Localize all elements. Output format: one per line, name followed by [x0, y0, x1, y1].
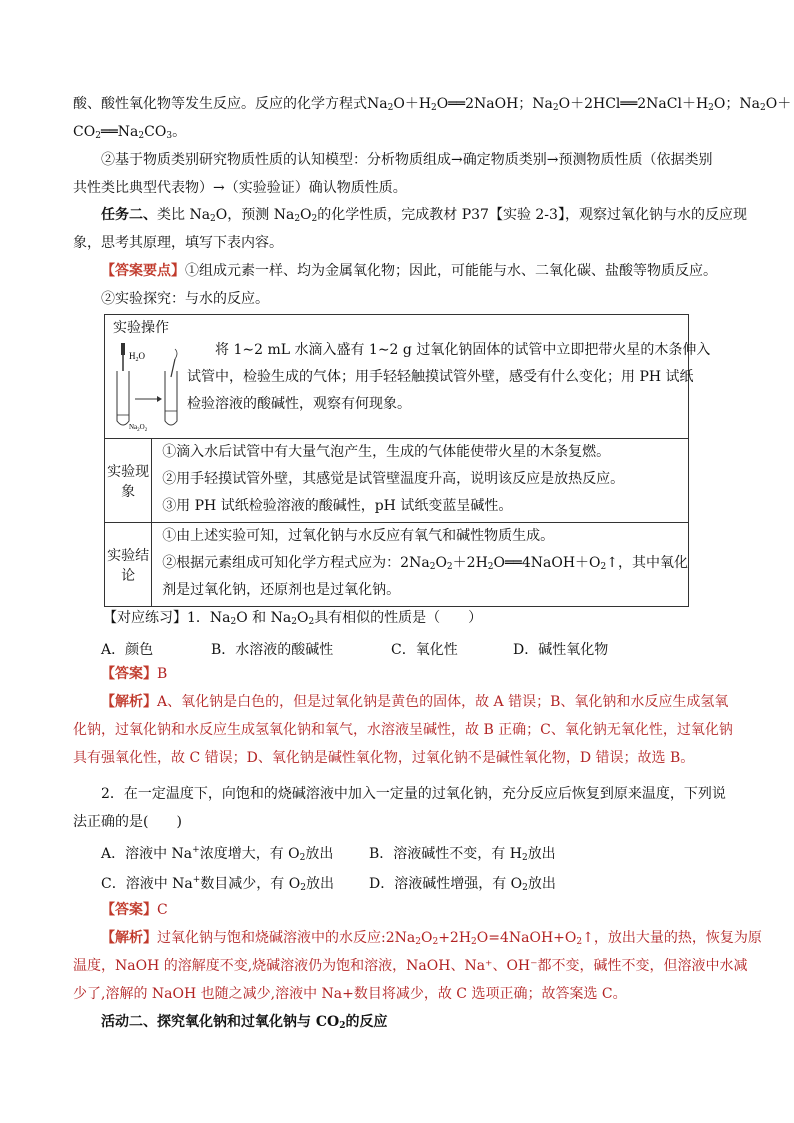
q1-option-a[interactable]: A．颜色 [101, 642, 154, 658]
q1-option-d[interactable]: D．碱性氧化物 [513, 642, 609, 658]
practice-q1: 【对应练习】1．$Na_2O$ 和 $Na_2O_2$具有相似的性质是（ ） [103, 610, 483, 627]
test-tube-figure [111, 341, 183, 433]
answer-points-line2: ②实验探究：与水的反应。 [101, 291, 269, 307]
q2-answer: 【答案】C [101, 902, 168, 918]
practice-q1-options [101, 640, 751, 660]
operation-header: 实验操作 [113, 320, 169, 336]
activity2-heading: 活动二、探究氧化钠和过氧化钠与 $CO_2$的反应 [101, 1014, 388, 1031]
cognitive-model-line1: ②基于物质类别研究物质性质的认知模型：分析物质组成→确定物质类别→预测物质性质（依据类别 [101, 152, 713, 168]
q1-option-c[interactable]: C．氧化性 [391, 642, 458, 658]
q2-explanation-line2: 温度，NaOH 的溶解度不变,烧碱溶液仍为饱和溶液，NaOH、Na⁺、OH⁻都不变，碱性不变，但溶液中水减 [73, 958, 748, 974]
q1-option-b[interactable]: B．水溶液的酸碱性 [211, 642, 334, 658]
q1-explanation-line2: 化钠，过氧化钠和水反应生成氢氧化钠和氧气，水溶液呈碱性，故 B 正确；C、氧化钠无氧化性，过氧化钠 [73, 722, 733, 738]
q2-option-b[interactable]: B．溶液碱性不变，有 $H_2$放出 [369, 846, 556, 863]
q1-explanation-line3: 具有强氧化性，故 C 错误；D、氧化钠是碱性氧化物，过氧化钠不是碱性氧化物，D 错误；故选 B。 [73, 750, 695, 766]
q2-options-row2 [101, 874, 751, 894]
q2-option-a[interactable]: A．溶液中 Na+浓度增大，有 $O_2$放出 [101, 845, 334, 863]
equation-paragraph-line2: $CO_2══Na_2CO_3$。 [73, 124, 187, 141]
task2-heading-line1: 任务二、类比 $Na_2O$，预测 $Na_2O_2$的化学性质，完成教材 P37【实验 2-3】，观察过氧化钠与水的反应现 [101, 207, 747, 224]
task2-heading-line2: 象，思考其原理，填写下表内容。 [73, 235, 283, 251]
operation-text: 将 1∼2 mL 水滴入盛有 1∼2 g 过氧化钠固体的试管中立即把带火星的木条伸入 试管中，检验生成的气体；用手轻轻触摸试管外壁，感受有什么变化；用 PH 试纸 检验溶液的酸碱性，观察有何现象。 [187, 342, 711, 412]
cognitive-model-line2: 共性类比典型代表物）→（实验验证）确认物质性质。 [73, 180, 407, 196]
q2-explanation-line1: 【解析】过氧化钠与饱和烧碱溶液中的水反应$:2Na_2O_2+2H_2O=4NaOH+O_2↑$，放出大量的热，恢复为原 [101, 930, 762, 947]
equation-paragraph-line1: 酸、酸性氧化物等发生反应。反应的化学方程式$Na_2O+H_2O══2NaOH$；$Na_2O+2HCl══2NaCl+H_2O$；$Na_2O+$ [73, 96, 792, 113]
practice-q2-line1: 2．在一定温度下，向饱和的烧碱溶液中加入一定量的过氧化钠，充分反应后恢复到原来温度，下列说 [101, 786, 726, 802]
table-row-operation [105, 315, 689, 439]
q1-answer: 【答案】B [101, 666, 168, 682]
conclusion-content: ①由上述实验可知，过氧化钠与水反应有氧气和碱性物质生成。 ②根据元素组成可知化学方程式应为：$2Na_2O_2+2H_2O══4NaOH+O_2↑$，其中氧化 剂是过氧化钠，还原剂也是过氧化钠。 [152, 523, 689, 607]
table-row-phenomenon [105, 439, 689, 523]
q1-explanation-line1: 【解析】A、氧化钠是白色的，但是过氧化钠是黄色的固体，故 A 错误；B、氧化钠和水反应生成氢氧 [101, 694, 729, 710]
q2-option-d[interactable]: D．溶液碱性增强，有 $O_2$放出 [369, 876, 556, 893]
conclusion-header: 实验结论 [105, 523, 152, 607]
phenomenon-content: ①滴入水后试管中有大量气泡产生，生成的气体能使带火星的木条复燃。 ②用手轻摸试管外壁，其感觉是试管壁温度升高，说明该反应是放热反应。 ③用 PH 试纸检验溶液的酸碱性，pH 试纸变蓝呈碱性。 [152, 439, 689, 523]
q2-options-row1 [101, 844, 751, 864]
h2o-label: $H_2O$ [129, 351, 145, 363]
answer-points-line1: 【答案要点】①组成元素一样、均为金属氧化物；因此，可能能与水、二氧化碳、盐酸等物质反应。 [101, 263, 717, 279]
q2-option-c[interactable]: C．溶液中 Na+数目减少，有 $O_2$放出 [101, 875, 334, 893]
q2-explanation-line3: 少了,溶解的 NaOH 也随之减少,溶液中 Na+数目将减少，故 C 选项正确；故答案选 C。 [73, 986, 627, 1002]
na2o2-label: $Na_2O_2$ [129, 423, 148, 433]
practice-q2-line2: 法正确的是( ) [73, 814, 182, 830]
experiment-table [104, 314, 711, 607]
phenomenon-header: 实验现象 [105, 439, 152, 523]
table-row-conclusion [105, 523, 689, 607]
